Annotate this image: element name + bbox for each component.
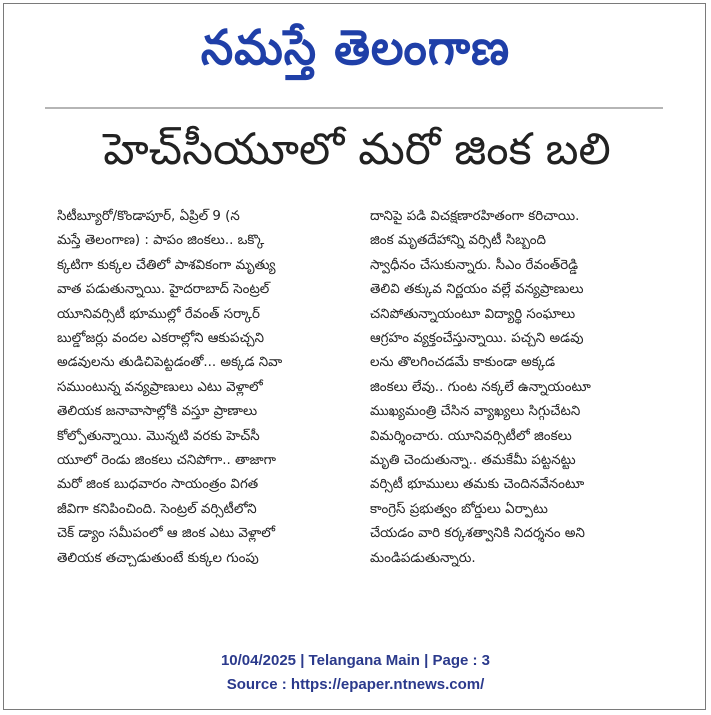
article-line: కోల్పోతున్నాయి. మొన్నటి వరకు హెచ్‌సీ [57,428,260,444]
masthead [0,12,711,82]
article-line: దానిపై పడి విచక్షణారహితంగా కరిచాయి. [370,209,580,224]
article-line: మృతి చెందుతున్నా.. తమకేమీ పట్టనట్టు [370,453,576,469]
article-line: ముఖ్యమంత్రి చేసిన వ్యాఖ్యలు సిగ్గుచేటని [370,404,581,420]
article-line: జీవిగా కనిపించింది. సెంట్రల్ వర్సిటీలోని [57,501,257,517]
article-line: తెలియక జనావాసాల్లోకి వస్తూ ప్రాణాలు [57,404,258,420]
source-link[interactable]: Source : https://epaper.ntnews.com/ [226,676,485,693]
article-line: చేయడం వారి కర్కశత్వానికి నిదర్శనం అని [370,526,585,542]
newspaper-logo: నమస్తే తెలంగాణ [200,18,511,76]
article-line: యూలో రెండు జింకలు చనిపోగా.. తాజాగా [57,453,276,469]
article-line: లను తొలగించడమే కాకుండా అక్కడ [370,355,556,371]
article-line: జింకలు లేవు.. గుంట నక్కలే ఉన్నాయంటూ [370,379,591,395]
article-line: మరో జింక బుధవారం సాయంత్రం విగత [57,477,259,493]
article-line: బుల్డోజర్లు వందల ఎకరాల్లోని ఆకుపచ్చని [57,331,264,347]
article-line: క్కటిగా కుక్కల చేతిలో పాశవికంగా మృత్యు [57,257,276,273]
article-line: అడవులను తుడిచిపెట్టడంతో... అక్కడ నివా [57,355,283,371]
article-line: సముంటున్న వన్యప్రాణులు ఎటు వెళ్లాలో [57,379,263,395]
article-line: మండిపడుతున్నారు. [370,550,476,566]
article-line: వాత పడుతున్నాయి. హైదరాబాద్ సెంట్రల్ [57,282,270,298]
article-line: ఆగ్రహం వ్యక్తంచేస్తున్నాయి. పచ్చని అడవు [370,331,584,347]
article-line: స్వాధీనం చేసుకున్నారు. సీఎం రేవంత్‌రెడ్డి [370,257,579,273]
article-line: యూనివర్సిటీ భూముల్లో రేవంత్ సర్కార్ [57,306,260,322]
article-line: చనిపోతున్నాయంటూ విద్యార్థి సంఘాలు [370,306,576,322]
edition-info: 10/04/2025 | Telangana Main | Page : 3 [220,652,491,669]
article-line: సిటీబ్యూరో/కొండాపూర్, ఏప్రిల్ 9 (న [57,209,240,224]
article-line: తెలియక తచ్చాడుతుంటే కుక్కల గుంపు [57,550,259,566]
article-column-left [57,205,365,571]
article-column-right [370,205,660,571]
article-line: మస్తే తెలంగాణ) : పాపం జింకలు.. ఒక్కొ [57,233,265,249]
article-line: జింక మృతదేహాన్ని వర్సిటీ సిబ్బంది [370,233,546,249]
article-line: చెక్ డ్యాం సమీపంలో ఆ జింక ఎటు వెళ్లాలో [57,526,276,542]
article-headline: హెచ్‌సీయూలో మరో జింక బలి [103,124,611,175]
article-line: కాంగ్రెస్ ప్రభుత్వం బోర్డులు ఏర్పాటు [370,501,548,517]
article-line: తెలివి తక్కువ నిర్ణయం వల్లే వన్యప్రాణులు [370,282,584,298]
header-divider [45,107,663,109]
article-line: విమర్శించారు. యూనివర్సిటీలో జింకలు [370,428,572,444]
article-line: వర్సిటీ భూములు తమకు చెందినవేనంటూ [370,477,585,493]
